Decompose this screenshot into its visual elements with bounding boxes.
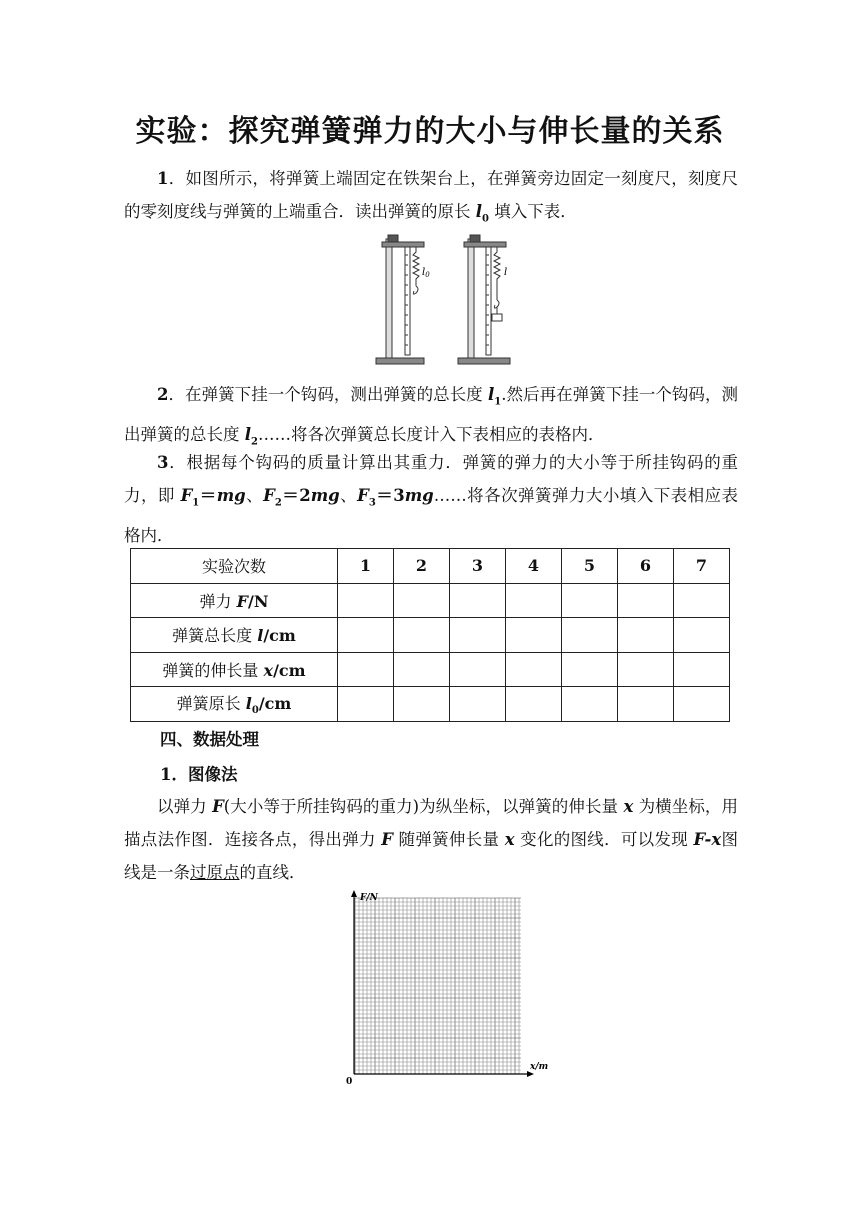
step-1-text-end: 填入下表． bbox=[489, 202, 577, 221]
step-2-text: .然后再在弹簧下挂一个钩码，测出弹簧的总长度 bbox=[124, 385, 739, 445]
separator: 、 bbox=[245, 486, 264, 505]
step-3-text: ……将各次弹簧弹力大小填入下表相应表格内． bbox=[124, 486, 739, 546]
row-label: 弹簧原长 $l_0/cm$ bbox=[131, 687, 338, 722]
y-axis-arrow bbox=[351, 890, 357, 897]
table-col-header: 7 bbox=[674, 549, 730, 584]
var-mg: mg bbox=[216, 486, 246, 505]
label-l0: $l_0$ bbox=[422, 267, 430, 279]
row-label: 弹力 F/N bbox=[131, 583, 338, 618]
step-1-paragraph bbox=[124, 162, 738, 235]
var-l1: l bbox=[488, 385, 495, 404]
step-number: 3 bbox=[157, 453, 169, 472]
table-cell bbox=[338, 687, 394, 722]
separator: 、 bbox=[339, 486, 358, 505]
step-1-text: ．如图所示，将弹簧上端固定在铁架台上，在弹簧旁边固定一刻度尺，刻度尺的零刻度线与弹簧的上端重合．读出弹簧的原长 bbox=[124, 169, 738, 221]
table-cell bbox=[450, 583, 506, 618]
equals: ＝ bbox=[199, 486, 217, 505]
var-F1: F bbox=[180, 486, 193, 505]
var-mg: mg bbox=[310, 486, 340, 505]
text: 为横坐标，用描点法作图．连接各点，得出弹力 bbox=[124, 797, 738, 849]
step-number: 2 bbox=[157, 385, 169, 404]
table-cell bbox=[450, 687, 506, 722]
text: 随弹簧伸长量 bbox=[393, 830, 505, 849]
table-cell bbox=[338, 652, 394, 687]
table-row bbox=[131, 618, 730, 653]
table-cell bbox=[338, 583, 394, 618]
table-cell bbox=[450, 618, 506, 653]
text: 图线是一条 bbox=[124, 830, 738, 882]
table-header-label: 实验次数 bbox=[131, 549, 338, 584]
table-cell bbox=[618, 618, 674, 653]
var-F3: F bbox=[357, 486, 369, 505]
var-mg: mg bbox=[404, 486, 434, 505]
table-cell bbox=[562, 687, 618, 722]
x-axis-label: x/m bbox=[530, 1062, 549, 1072]
step-number: 1 bbox=[157, 169, 169, 188]
y-axis-label: F/N bbox=[360, 893, 378, 903]
table-cell bbox=[562, 652, 618, 687]
table-cell bbox=[506, 652, 562, 687]
var-sub: 2 bbox=[274, 497, 282, 509]
table-cell bbox=[394, 618, 450, 653]
var-sub: 0 bbox=[482, 213, 489, 225]
data-table bbox=[130, 548, 730, 722]
var-F: F bbox=[381, 830, 394, 849]
text: (大小等于所挂钩码的重力)为纵坐标，以弹簧的伸长量 bbox=[223, 797, 624, 816]
var-l: l bbox=[475, 202, 483, 221]
table-cell bbox=[618, 652, 674, 687]
table-col-header: 4 bbox=[506, 549, 562, 584]
table-cell bbox=[506, 687, 562, 722]
table-cell bbox=[562, 583, 618, 618]
table-cell bbox=[618, 583, 674, 618]
step-3-text: ．根据每个钩码的质量计算出其重力．弹簧的弹力的大小等于所挂钩码的重力，即 bbox=[124, 453, 738, 505]
page-title: 实验：探究弹簧弹力的大小与伸长量的关系 bbox=[135, 114, 725, 149]
table-col-header: 3 bbox=[450, 549, 506, 584]
section-heading: 四、数据处理 bbox=[160, 730, 259, 749]
table-cell bbox=[506, 618, 562, 653]
text: 变化的图线．可以发现 bbox=[514, 830, 694, 849]
var-F-x: F-x bbox=[693, 830, 722, 849]
text: 以弹力 bbox=[157, 797, 213, 816]
step-2-text: ……将各次弹簧总长度计入下表相应的表格内． bbox=[258, 425, 605, 445]
graph-method-paragraph bbox=[124, 790, 738, 889]
label-l: l bbox=[504, 267, 508, 278]
table-col-header: 6 bbox=[618, 549, 674, 584]
grid-lines bbox=[355, 898, 521, 1074]
table-cell bbox=[674, 583, 730, 618]
row-label: 弹簧总长度 l/cm bbox=[131, 618, 338, 653]
table-cell bbox=[562, 618, 618, 653]
table-cell bbox=[618, 687, 674, 722]
step-3-paragraph bbox=[124, 446, 738, 552]
table-cell bbox=[394, 652, 450, 687]
var-F: F bbox=[212, 797, 224, 816]
var-l2: l bbox=[244, 425, 252, 445]
var-sub: 3 bbox=[368, 497, 376, 509]
table-col-header: 5 bbox=[562, 549, 618, 584]
table-cell bbox=[674, 618, 730, 653]
var-sub: 1 bbox=[192, 497, 200, 509]
table-col-header: 1 bbox=[338, 549, 394, 584]
table-cell bbox=[450, 652, 506, 687]
table-cell bbox=[394, 583, 450, 618]
table-cell bbox=[506, 583, 562, 618]
method-heading: 1．图像法 bbox=[160, 765, 238, 784]
table-cell bbox=[338, 618, 394, 653]
equals: ＝3 bbox=[375, 486, 405, 505]
left-stand-illustration bbox=[376, 235, 424, 364]
table-cell bbox=[394, 687, 450, 722]
right-stand-illustration bbox=[458, 235, 510, 364]
table-header-row bbox=[131, 549, 730, 584]
var-sub: 1 bbox=[494, 396, 502, 408]
row-label: 弹簧的伸长量 x/cm bbox=[131, 652, 338, 687]
spring-apparatus-figure bbox=[372, 230, 518, 370]
table-row bbox=[131, 583, 730, 618]
var-sub: 2 bbox=[251, 436, 258, 448]
step-2-text: ．在弹簧下挂一个钩码，测出弹簧的总长度 bbox=[168, 385, 488, 404]
var-x: x bbox=[504, 830, 515, 849]
var-x: x bbox=[623, 797, 634, 816]
origin-label: 0 bbox=[346, 1077, 353, 1087]
equals: ＝2 bbox=[281, 486, 311, 505]
table-row bbox=[131, 687, 730, 722]
underlined-answer: 过原点 bbox=[190, 863, 240, 882]
table-row bbox=[131, 652, 730, 687]
text: 的直线． bbox=[239, 863, 306, 882]
table-col-header: 2 bbox=[394, 549, 450, 584]
table-cell bbox=[674, 652, 730, 687]
var-F2: F bbox=[263, 486, 275, 505]
graph-paper bbox=[340, 888, 555, 1088]
table-cell bbox=[674, 687, 730, 722]
